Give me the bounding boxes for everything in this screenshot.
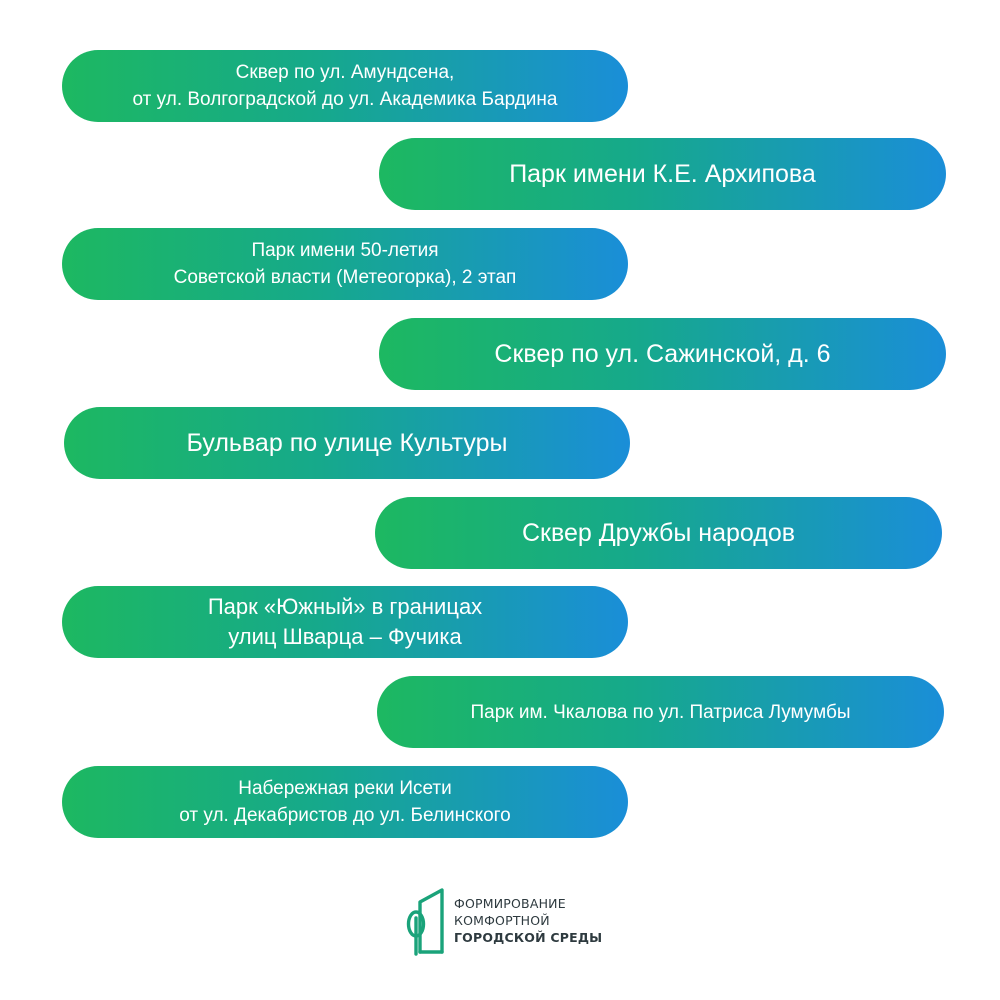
list-item-label: Сквер Дружбы народов <box>521 519 796 547</box>
list-item <box>62 228 628 300</box>
list-item <box>62 586 628 658</box>
list-item-label: Парк имени 50-летия Советской власти (Метеогорка), 2 этап <box>173 240 517 288</box>
list-item-label: Набережная реки Исети от ул. Декабристов до ул. Белинского <box>179 778 511 826</box>
logo-text <box>454 895 602 946</box>
list-item <box>64 407 630 479</box>
list-item <box>62 766 628 838</box>
list-item-label: Парк им. Чкалова по ул. Патриса Лумумбы <box>470 701 851 723</box>
list-item <box>375 497 942 569</box>
logo-line: ГОРОДСКОЙ СРЕДЫ <box>454 929 603 945</box>
logo-line: ФОРМИРОВАНИЕ <box>454 895 566 911</box>
list-item-label: Сквер по ул. Амундсена, от ул. Волгоградской до ул. Академика Бардина <box>132 62 558 110</box>
list-item <box>379 318 946 390</box>
building-leaf-icon <box>404 884 446 956</box>
program-logo <box>404 880 624 960</box>
list-item <box>379 138 946 210</box>
list-item-label: Бульвар по улице Культуры <box>186 429 508 457</box>
list-item <box>62 50 628 122</box>
logo-line: КОМФОРТНОЙ <box>454 912 550 928</box>
list-item <box>377 676 944 748</box>
list-item-label: Парк имени К.Е. Архипова <box>509 160 816 188</box>
list-item-label: Сквер по ул. Сажинской, д. 6 <box>494 340 831 368</box>
list-item-label: Парк «Южный» в границах улиц Шварца – Фучика <box>207 594 483 649</box>
